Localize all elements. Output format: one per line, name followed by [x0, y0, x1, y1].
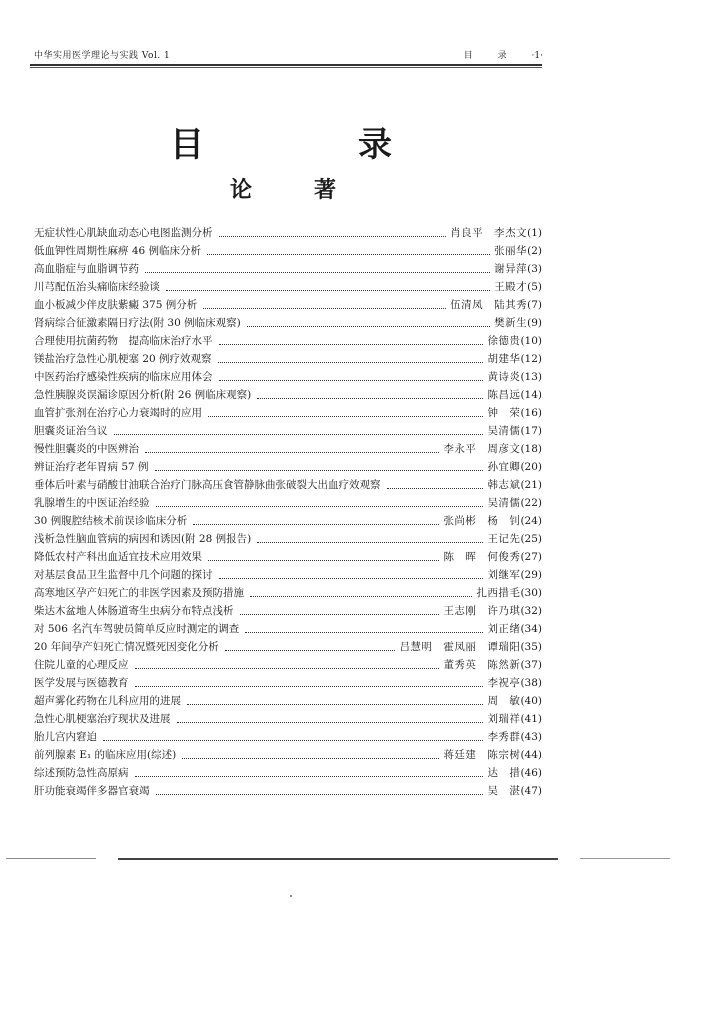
- toc-entry: [34, 530, 542, 548]
- toc-entry-authors: 徐德贵: [487, 335, 521, 347]
- toc-entry-page: (2): [527, 245, 542, 257]
- toc-entry-title: 高血脂症与血脂调节药: [34, 263, 139, 275]
- toc-entry-page: (44): [520, 749, 542, 761]
- toc-entry-page: (22): [520, 497, 542, 509]
- toc-entry: [34, 620, 542, 638]
- toc-entry-authors: 董秀英 陈然新: [443, 659, 521, 671]
- toc-entry-authors: 李永平 周彦文: [443, 443, 521, 455]
- toc-entry-authors: 周 敏: [487, 695, 521, 707]
- toc-entry-title: 慢性胆囊炎的中医辨治: [34, 443, 139, 455]
- toc-leader-dots: [225, 649, 396, 651]
- running-header: [30, 44, 543, 64]
- toc-entry-page: (40): [520, 695, 542, 707]
- toc-entry-page: (32): [520, 605, 542, 617]
- toc-entry: [34, 566, 542, 584]
- toc-entry-title: 对 506 名汽车驾驶员简单反应时测定的调查: [34, 623, 240, 635]
- toc-entry-title: 住院儿童的心理反应: [34, 659, 129, 671]
- toc-entry: [34, 602, 542, 620]
- toc-leader-dots: [219, 379, 484, 381]
- toc-entry-page: (13): [520, 371, 542, 383]
- toc-leader-dots: [208, 559, 439, 561]
- toc-entry-page: (41): [520, 713, 542, 725]
- toc-entry-page: (35): [520, 641, 542, 653]
- page-title-left: 目: [170, 125, 204, 165]
- toc-entry-authors: 韩志斌: [487, 479, 521, 491]
- toc-entry-page: (25): [520, 533, 542, 545]
- toc-entry: [34, 296, 542, 314]
- toc-entry: [34, 224, 542, 242]
- toc-entry-authors: 李秀群: [487, 731, 521, 743]
- toc-entry-page: (24): [520, 515, 542, 527]
- toc-entry: [34, 476, 542, 494]
- section-heading-right: 著: [314, 177, 337, 203]
- toc-entry-page: (16): [520, 407, 542, 419]
- toc-entry-title: 胆囊炎证治刍议: [34, 425, 108, 437]
- toc-entry-title: 浅析急性脑血管病的病因和诱因(附 28 例报告): [34, 533, 252, 545]
- toc-entry-title: 乳腺增生的中医证治经验: [34, 497, 150, 509]
- toc-entry-authors: 刘瑞祥: [487, 713, 521, 725]
- toc-entry-page: (14): [520, 389, 542, 401]
- toc-entry-title: 肾病综合征激素隔日疗法(附 30 例临床观察): [34, 317, 241, 329]
- footer-rule-right: [580, 858, 670, 859]
- toc-entry-authors: 吴清儒: [487, 425, 521, 437]
- toc-entry-page: (1): [527, 227, 542, 239]
- header-rule-thin: [30, 67, 542, 68]
- toc-leader-dots: [240, 613, 440, 615]
- toc-entry-title: 柴达木盆地人体肠道寄生虫病分布特点浅析: [34, 605, 234, 617]
- toc-entry: [34, 314, 542, 332]
- toc-leader-dots: [135, 775, 484, 777]
- toc-entry-authors: 肖良平 李杰文: [450, 227, 528, 239]
- toc-leader-dots: [245, 631, 483, 633]
- toc-leader-dots: [257, 397, 483, 399]
- page-title-right: 录: [358, 125, 392, 165]
- toc-entry: [34, 278, 542, 296]
- toc-entry: [34, 386, 542, 404]
- toc-entry-title: 超声雾化药物在儿科应用的进展: [34, 695, 181, 707]
- toc-entry: [34, 458, 542, 476]
- toc-entry-authors: 吴 湛: [487, 785, 521, 797]
- toc-entry-page: (29): [520, 569, 542, 581]
- toc-leader-dots: [257, 541, 483, 543]
- toc-leader-dots: [219, 577, 484, 579]
- toc-entry-authors: 刘继军: [487, 569, 521, 581]
- toc-entry-page: (18): [520, 443, 542, 455]
- toc-entry-authors: 李祝亭: [487, 677, 521, 689]
- toc-leader-dots: [207, 253, 490, 255]
- toc-entry-authors: 谢异萍: [494, 263, 528, 275]
- toc-leader-dots: [145, 451, 439, 453]
- toc-entry-title: 胎儿宫内窘迫: [34, 731, 97, 743]
- toc-entry-title: 降低农村产科出血适宜技术应用效果: [34, 551, 202, 563]
- toc-entry-page: (17): [520, 425, 542, 437]
- toc-entry-page: (30): [520, 587, 542, 599]
- toc-leader-dots: [219, 343, 484, 345]
- toc-leader-dots: [103, 739, 483, 741]
- toc-leader-dots: [156, 793, 484, 795]
- toc-entry: [34, 404, 542, 422]
- toc-leader-dots: [218, 361, 484, 363]
- toc-leader-dots: [182, 757, 439, 759]
- toc-leader-dots: [250, 595, 472, 597]
- toc-entry: [34, 638, 542, 656]
- toc-entry-authors: 伍清凤 陆其秀: [450, 299, 528, 311]
- toc-entry-title: 急性心肌梗塞治疗现状及进展: [34, 713, 171, 725]
- toc-entry: [34, 350, 542, 368]
- toc-leader-dots: [387, 487, 484, 489]
- toc-entry-title: 肝功能衰竭伴多器官衰竭: [34, 785, 150, 797]
- toc-entry: [34, 584, 542, 602]
- toc-entry-authors: 孙宜卿: [487, 461, 521, 473]
- toc-entry: [34, 512, 542, 530]
- toc-entry-title: 30 例腹腔结核术前误诊临床分析: [34, 515, 188, 527]
- toc-entry-title: 合理使用抗菌药物 提高临床治疗水平: [34, 335, 213, 347]
- toc-entry-title: 20 年间孕产妇死亡情况暨死因变化分析: [34, 641, 219, 653]
- toc-leader-dots: [135, 667, 440, 669]
- toc-entry-page: (47): [520, 785, 542, 797]
- toc-entry: [34, 692, 542, 710]
- toc-entry-authors: 蒋廷建 陈宗树: [443, 749, 521, 761]
- toc-leader-dots: [166, 289, 490, 291]
- toc-entry: [34, 764, 542, 782]
- toc-entry-authors: 王殿才: [494, 281, 528, 293]
- header-section: [30, 48, 543, 61]
- toc-entry-authors: 陈 晖 何俊秀: [443, 551, 521, 563]
- page-number: ·1·: [531, 51, 543, 61]
- section-heading-left: 论: [230, 177, 253, 203]
- toc-entry-title: 中医药治疗感染性疾病的临床应用体会: [34, 371, 213, 383]
- toc-entry-authors: 胡建华: [487, 353, 521, 365]
- toc-entry-title: 血管扩张剂在治疗心力衰竭时的应用: [34, 407, 202, 419]
- toc-leader-dots: [177, 721, 484, 723]
- toc-entry-authors: 吴清儒: [487, 497, 521, 509]
- table-of-contents: [34, 224, 542, 800]
- toc-leader-dots: [155, 469, 484, 471]
- toc-entry-title: 低血钾性周期性麻痹 46 例临床分析: [34, 245, 202, 257]
- toc-entry-authors: 陈昌远: [487, 389, 521, 401]
- toc-entry-title: 川芎配伍治头痛临床经验谈: [34, 281, 160, 293]
- toc-entry: [34, 242, 542, 260]
- toc-leader-dots: [156, 505, 484, 507]
- toc-entry: [34, 548, 542, 566]
- toc-entry-title: 血小板减少伴皮肤紫癜 375 例分析: [34, 299, 198, 311]
- toc-entry: [34, 332, 542, 350]
- toc-entry-title: 综述预防急性高原病: [34, 767, 129, 779]
- toc-leader-dots: [203, 307, 446, 309]
- toc-entry-page: (43): [520, 731, 542, 743]
- toc-entry-title: 高寒地区孕产妇死亡的非医学因素及预防措施: [34, 587, 244, 599]
- toc-entry-authors: 吕慧明 霍凤丽 谭瑞阳: [399, 641, 521, 653]
- toc-leader-dots: [114, 433, 484, 435]
- header-section-a: 目: [463, 51, 473, 61]
- toc-entry: [34, 656, 542, 674]
- toc-entry: [34, 728, 542, 746]
- toc-entry-title: 无症状性心肌缺血动态心电图监测分析: [34, 227, 213, 239]
- toc-entry: [34, 422, 542, 440]
- toc-leader-dots: [247, 325, 490, 327]
- header-section-b: 录: [497, 51, 507, 61]
- toc-entry-authors: 钟 荣: [487, 407, 521, 419]
- toc-leader-dots: [135, 685, 484, 687]
- toc-entry: [34, 674, 542, 692]
- toc-entry-page: (38): [520, 677, 542, 689]
- scan-speck: [290, 895, 292, 897]
- toc-entry-page: (5): [527, 281, 542, 293]
- toc-leader-dots: [187, 703, 483, 705]
- toc-entry-page: (10): [520, 335, 542, 347]
- toc-entry-title: 前列腺素 E₁ 的临床应用(综述): [34, 749, 177, 761]
- toc-entry-page: (21): [520, 479, 542, 491]
- toc-entry-page: (7): [527, 299, 542, 311]
- toc-entry-page: (27): [520, 551, 542, 563]
- toc-entry: [34, 710, 542, 728]
- toc-entry-authors: 黄诗炎: [487, 371, 521, 383]
- toc-entry-authors: 达 措: [487, 767, 521, 779]
- toc-entry: [34, 440, 542, 458]
- journal-name: 中华实用医学理论与实践 Vol. 1: [34, 51, 171, 61]
- toc-entry-title: 镁盐治疗急性心肌梗塞 20 例疗效观察: [34, 353, 212, 365]
- toc-entry: [34, 746, 542, 764]
- toc-entry-page: (20): [520, 461, 542, 473]
- toc-leader-dots: [208, 415, 483, 417]
- toc-entry-page: (37): [520, 659, 542, 671]
- toc-entry-title: 辨证治疗老年胃病 57 例: [34, 461, 149, 473]
- toc-entry-authors: 王志刚 许乃琪: [443, 605, 521, 617]
- footer-rule-main: [118, 858, 558, 860]
- toc-entry: [34, 260, 542, 278]
- toc-entry-authors: 扎西措毛: [476, 587, 521, 599]
- toc-entry-title: 医学发展与医德教育: [34, 677, 129, 689]
- toc-entry-authors: 王记先: [487, 533, 521, 545]
- toc-entry-title: 急性胰腺炎误漏诊原因分析(附 26 例临床观察): [34, 389, 252, 401]
- toc-entry: [34, 494, 542, 512]
- toc-entry: [34, 782, 542, 800]
- toc-leader-dots: [145, 271, 490, 273]
- toc-entry-authors: 樊新生: [494, 317, 528, 329]
- toc-leader-dots: [219, 235, 447, 237]
- toc-entry-title: 对基层食品卫生监督中几个问题的探讨: [34, 569, 213, 581]
- toc-entry-authors: 张丽华: [494, 245, 528, 257]
- toc-entry-page: (34): [520, 623, 542, 635]
- toc-leader-dots: [193, 523, 439, 525]
- toc-entry-page: (3): [527, 263, 542, 275]
- header-rule: [30, 64, 542, 66]
- toc-entry-page: (9): [527, 317, 542, 329]
- toc-entry-page: (12): [520, 353, 542, 365]
- toc-entry-authors: 张尚彬 杨 钊: [443, 515, 521, 527]
- toc-entry: [34, 368, 542, 386]
- toc-entry-authors: 刘正绪: [487, 623, 521, 635]
- footer-rule-left: [6, 858, 96, 859]
- toc-entry-title: 垂体后叶素与硝酸甘油联合治疗门脉高压食管静脉曲张破裂大出血疗效观察: [34, 479, 381, 491]
- toc-entry-page: (46): [520, 767, 542, 779]
